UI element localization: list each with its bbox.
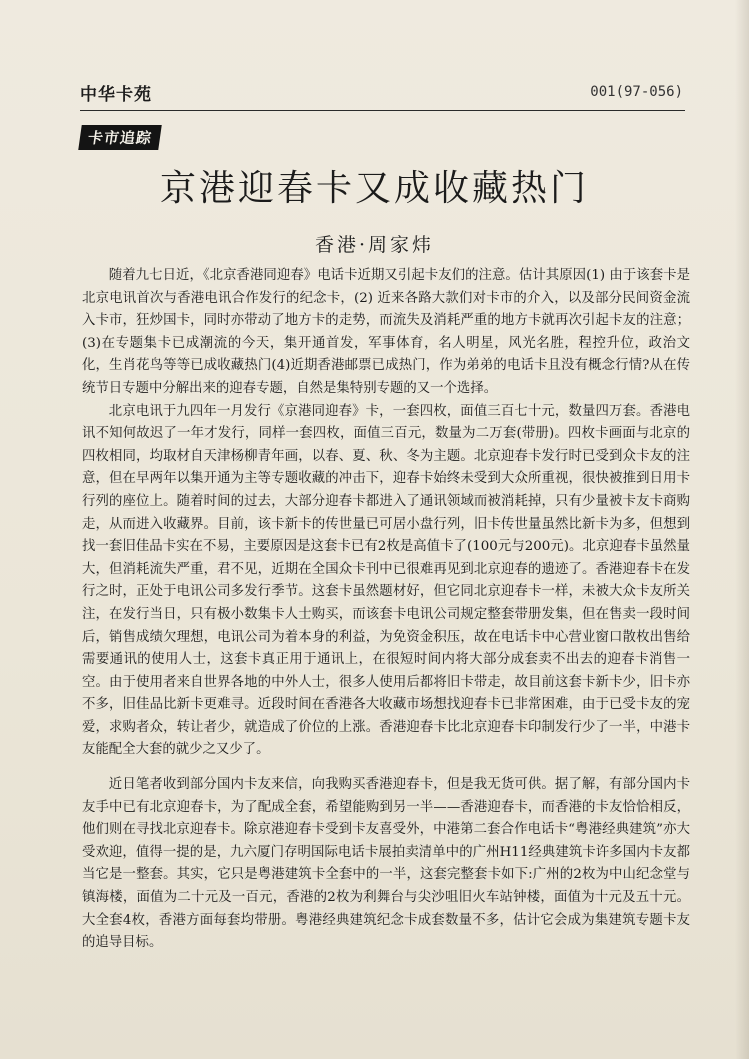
article-title: 京港迎春卡又成收藏热门 <box>159 168 589 209</box>
article-byline: 香港·周家炜 <box>314 234 435 256</box>
header-divider <box>80 110 685 111</box>
paragraph-3: 近日笔者收到部分国内卡友来信，向我购买香港迎春卡，但是我无货可供。据了解，有部分国内卡友手中已有北京迎春卡，为了配成全套，希望能购到另一半——香港迎春卡，而香港的卡友恰恰相反，他们则在寻找北京迎春卡。除京港迎春卡受到卡友喜受外，中港第二套合作电话卡“粤港经典建筑”亦大受欢迎，值得一提的是，九六厦门存明国际电话卡展拍卖清单中的广州H11经典建筑卡许多国内卡友都当它是一整套。其实，它只是粤港建筑卡全套中的一半，这套完整套卡如下:广州的2枚为中山纪念堂与镇海楼，面值为二十元及一百元，香港的2枚为利舞台与尖沙咀旧火车站钟楼，面值为十元及五十元。大全套4枚，香港方面每套均带册。粤港经典建筑纪念卡成套数量不多，估计它会成为集建筑专题卡友的追导目标。 <box>82 777 690 951</box>
paragraph-1: 随着九七日近，《北京香港同迎春》电话卡近期又引起卡友们的注意。估计其原因(1) 由于该套卡是北京电讯首次与香港电讯合作发行的纪念卡，(2) 近来各路大款们对卡市的介入，以及部分民间资金流入卡市，狂炒国卡，同时亦带动了地方卡的走势，而流失及消耗严重的地方卡就再次引起卡友的注意；(3)在专题集卡已成潮流的今天，集开通首发，军事体育，名人明星，风光名胜，程控升位，政治文化，生肖花鸟等等已成收藏热门(4)近期香港邮票已成热门，作为弟弟的电话卡且没有概念行情?从在传统节日专题中分解出来的迎春专题，自然是集特别专题的又一个选择。 <box>82 268 690 396</box>
page-edge-shadow <box>735 0 749 1059</box>
page-code: 001(97-056) <box>590 84 683 100</box>
section-badge: 卡市追踪 <box>78 125 162 150</box>
paragraph-2: 北京电讯于九四年一月发行《京港同迎春》卡，一套四枚，面值三百七十元，数量四万套。香港电讯不知何故迟了一年才发行，同样一套四枚，面值三百元，数量为二万套(带册)。四枚卡画面与北京的四枚相同，均取材自天津杨柳青年画，以春、夏、秋、冬为主题。北京迎春卡发行时已受到众卡友的注意，但在早两年以集开通为主等专题收藏的冲击下，迎春卡始终未受到大众所重视，很快被推到日用卡行列的座位上。随着时间的过去，大部分迎春卡都进入了通讯领域而被消耗掉，只有少量被卡友卡商购走，从而进入收藏界。目前，该卡新卡的传世量已可居小盘行列，旧卡传世量虽然比新卡为多，但想到找一套旧佳品卡实在不易，主要原因是这套卡已有2枚是高值卡了(100元与200元)。北京迎春卡虽然量大，但消耗流失严重，君不见，近期在全国众卡刊中已很难再见到北京迎春的遗迹了。香港迎春卡在发行之时，正处于电讯公司多发行季节。这套卡虽然题材好，但它同北京迎春卡一样，未被大众卡友所关注，在发行当日，只有极小数集卡人士购买，而该套卡电讯公司规定整套带册发集，但在售卖一段时间后，销售成绩欠理想，电讯公司为着本身的利益，为免资金积压，故在电话卡中心营业窗口散枚出售给需要通讯的使用人士，这套卡真正用于通讯上，在很短时间内将大部分成套卖不出去的迎春卡消售一空。由于使用者来自世界各地的中外人士，很多人使用后都将旧卡带走，故目前这套卡新卡少，旧卡亦不多，旧佳品比新卡更难寻。近段时间在香港各大收藏市场想找迎春卡已非常困难，由于已受卡友的宠爱，求购者众，转让者少，就造成了价位的上涨。香港迎春卡比北京迎春卡印制发行少了一半，中港卡友能配全大套的就少之又少了。 <box>82 403 690 758</box>
article-body <box>82 265 690 955</box>
magazine-name: 中华卡苑 <box>80 85 152 105</box>
